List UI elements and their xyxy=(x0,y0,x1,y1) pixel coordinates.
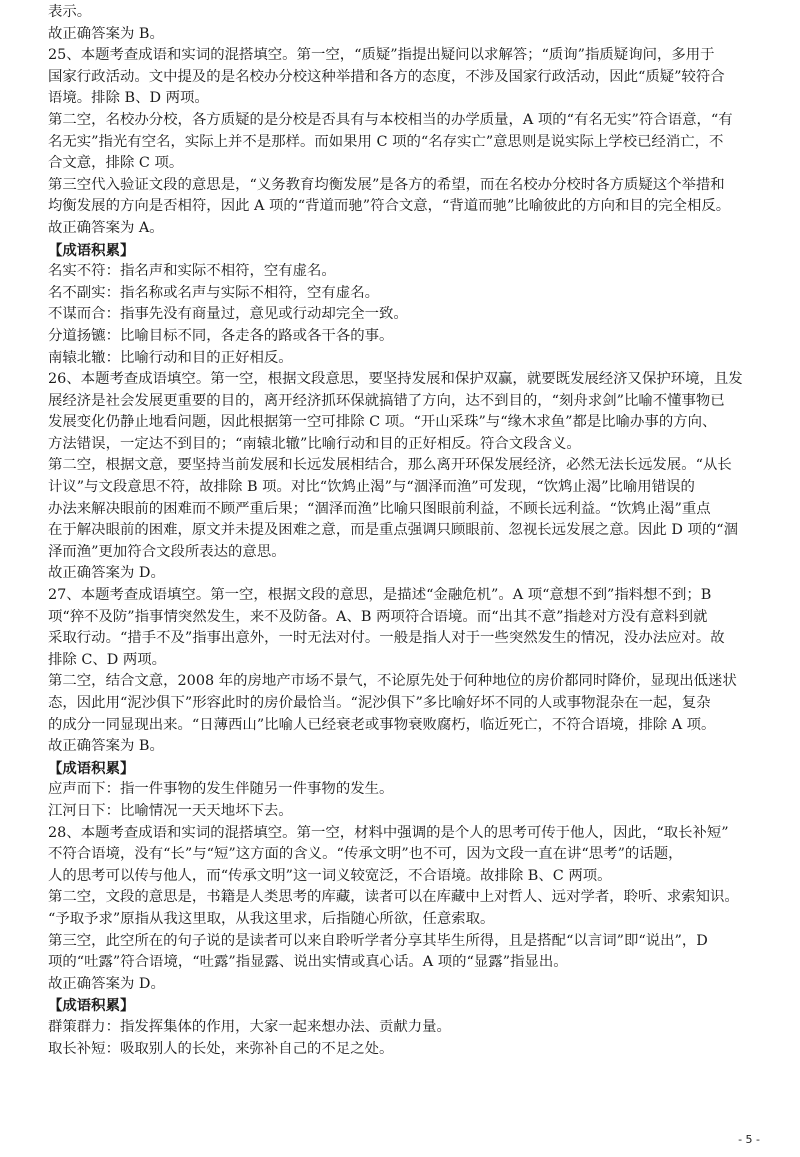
text-line: 第三空代入验证文段的意思是，“义务教育均衡发展”是各方的希望，而在名校办分校时各方质疑这个举措和 xyxy=(48,176,725,193)
section-heading: 【成语积累】 xyxy=(48,759,135,777)
text-line: 名无实”指光有空名，实际上并不是那样。而如果用 C 项的“名存实亡”意思则是说实际上学校已经消亡，不 xyxy=(48,133,724,150)
text-line: 第二空，文段的意思是，书籍是人类思考的库藏，读者可以在库藏中上对哲人、远对学者，聆听、求索知识。 xyxy=(48,889,739,906)
text-line: 故正确答案为 B。 xyxy=(48,738,164,755)
text-line: 合文意，排除 C 项。 xyxy=(48,155,184,172)
text-line: 不符合语境，没有“长”与“短”这方面的含义。“传承文明”也不可，因为文段一直在讲“思考”的话题， xyxy=(48,846,683,863)
text-line: 南辕北辙：比喻行动和目的正好相反。 xyxy=(48,349,293,366)
text-line: 计议”与文段意思不符，故排除 B 项。对比“饮鸩止渴”与“涸泽而渔”可发现，“饮鸩止渴”比喻用错误的 xyxy=(48,479,695,496)
text-line: 名不副实：指名称或名声与实际不相符，空有虚名。 xyxy=(48,284,379,301)
text-line: “予取予求”原指从我这里取，从我这里求，后指随心所欲，任意索取。 xyxy=(48,910,495,927)
text-line: 名实不符：指名声和实际不相符，空有虚名。 xyxy=(48,263,336,280)
text-line: 第三空，此空所在的句子说的是读者可以来自聆听学者分享其毕生所得，且是搭配“以言词”即“说出”，D xyxy=(48,932,708,949)
text-line: 故正确答案为 B。 xyxy=(48,25,164,42)
text-line: 第二空，名校办分校，各方质疑的是分校是否具有与本校相当的办学质量，A 项的“有名无实”符合语意，“有 xyxy=(48,111,733,128)
text-line: 的成分一同显现出来。“日薄西山”比喻人已经衰老或事物衰败腐朽，临近死亡，不符合语境，排除 A 项。 xyxy=(48,716,716,733)
text-line: 采取行动。“措手不及”指事出意外，一时无法对付。一般是指人对于一些突然发生的情况，没办法应对。故 xyxy=(48,630,725,647)
document-body xyxy=(48,2,778,1060)
text-line: 群策群力：指发挥集体的作用，大家一起来想办法、贡献力量。 xyxy=(48,1018,451,1035)
page-number: - 5 - xyxy=(738,1133,760,1146)
text-line: 均衡发展的方向是否相符，因此 A 项的“背道而驰”符合文意，“背道而驰”比喻彼此的方向和目的完全相反。 xyxy=(48,198,731,215)
text-line: 故正确答案为 A。 xyxy=(48,219,164,236)
text-line: 泽而渔”更加符合文段所表达的意思。 xyxy=(48,543,286,560)
text-line: 第二空，结合文意，2008 年的房地产市场不景气，不论原先处于何种地位的房价都同时降价，显现出低迷状 xyxy=(48,673,737,690)
text-line: 表示。 xyxy=(48,4,92,20)
section-heading: 【成语积累】 xyxy=(48,997,135,1015)
text-line: 方法错误，一定达不到目的；“南辕北辙”比喻行动和目的正好相反。符合文段含义。 xyxy=(48,435,581,452)
text-line: 人的思考可以传与他人，而“传承文明”这一词义较宽泛，不合语境。故排除 B、C 两项。 xyxy=(48,867,612,884)
text-line: 分道扬镳：比喻目标不同，各走各的路或各干各的事。 xyxy=(48,327,394,344)
text-line: 26、本题考查成语填空。第一空，根据文段意思，要坚持发展和保护双赢，就要既发展经济又保护环境，且发 xyxy=(48,371,743,388)
text-line: 在于解决眼前的困难，原文并未提及困难之意，而是重点强调只顾眼前、忽视长远发展之意。因此 D 项的“涸 xyxy=(48,522,739,539)
text-line: 应声而下：指一件事物的发生伴随另一件事物的发生。 xyxy=(48,781,394,798)
text-line: 故正确答案为 D。 xyxy=(48,975,165,992)
text-line: 项的“吐露”符合语境，“吐露”指显露、说出实情或真心话。A 项的“显露”指显出。 xyxy=(48,954,568,971)
text-line: 第二空，根据文意，要坚持当前发展和长远发展相结合，那么离开环保发展经济，必然无法长远发展。“从长 xyxy=(48,457,732,474)
text-line: 故正确答案为 D。 xyxy=(48,565,165,582)
text-line: 28、本题考查成语和实词的混搭填空。第一空，材料中强调的是个人的思考可传于他人，因此，“取长补短” xyxy=(48,824,729,841)
text-line: 排除 C、D 两项。 xyxy=(48,651,167,668)
text-line: 语境。排除 B、D 两项。 xyxy=(48,90,209,107)
text-line: 27、本题考查成语填空。第一空，根据文段的意思，是描述“金融危机”。A 项“意想不到”指料想不到；B xyxy=(48,587,712,604)
text-line: 办法来解决眼前的困难而不顾严重后果；“涸泽而渔”比喻只图眼前利益，不顾长远利益。“饮鸩止渴”重点 xyxy=(48,500,711,517)
section-heading: 【成语积累】 xyxy=(48,241,135,259)
text-line: 项“猝不及防”指事情突然发生，来不及防备。A、B 两项符合语境。而“出其不意”指趁对方没有意料到就 xyxy=(48,608,708,625)
text-line: 发展变化仍静止地看问题，因此根据第一空可排除 C 项。“开山采珠”与“缘木求鱼”都是比喻办事的方向、 xyxy=(48,414,717,431)
text-line: 取长补短：吸取别人的长处，来弥补自己的不足之处。 xyxy=(48,1040,394,1057)
text-line: 25、本题考查成语和实词的混搭填空。第一空，“质疑”指提出疑问以求解答；“质询”指质疑询问，多用于 xyxy=(48,47,715,64)
text-line: 展经济是社会发展更重要的目的，离开经济抓环保就搞错了方向，达不到目的，“刻舟求剑”比喻不懂事物已 xyxy=(48,392,725,409)
text-line: 国家行政活动。文中提及的是名校办分校这种举措和各方的态度，不涉及国家行政活动，因此“质疑”较符合 xyxy=(48,68,725,85)
text-line: 不谋而合：指事先没有商量过，意见或行动却完全一致。 xyxy=(48,306,408,323)
text-line: 态，因此用“泥沙俱下”形容此时的房价最恰当。“泥沙俱下”多比喻好坏不同的人或事物混杂在一起，复杂 xyxy=(48,695,711,711)
text-line: 江河日下：比喻情况一天天地坏下去。 xyxy=(48,802,293,819)
